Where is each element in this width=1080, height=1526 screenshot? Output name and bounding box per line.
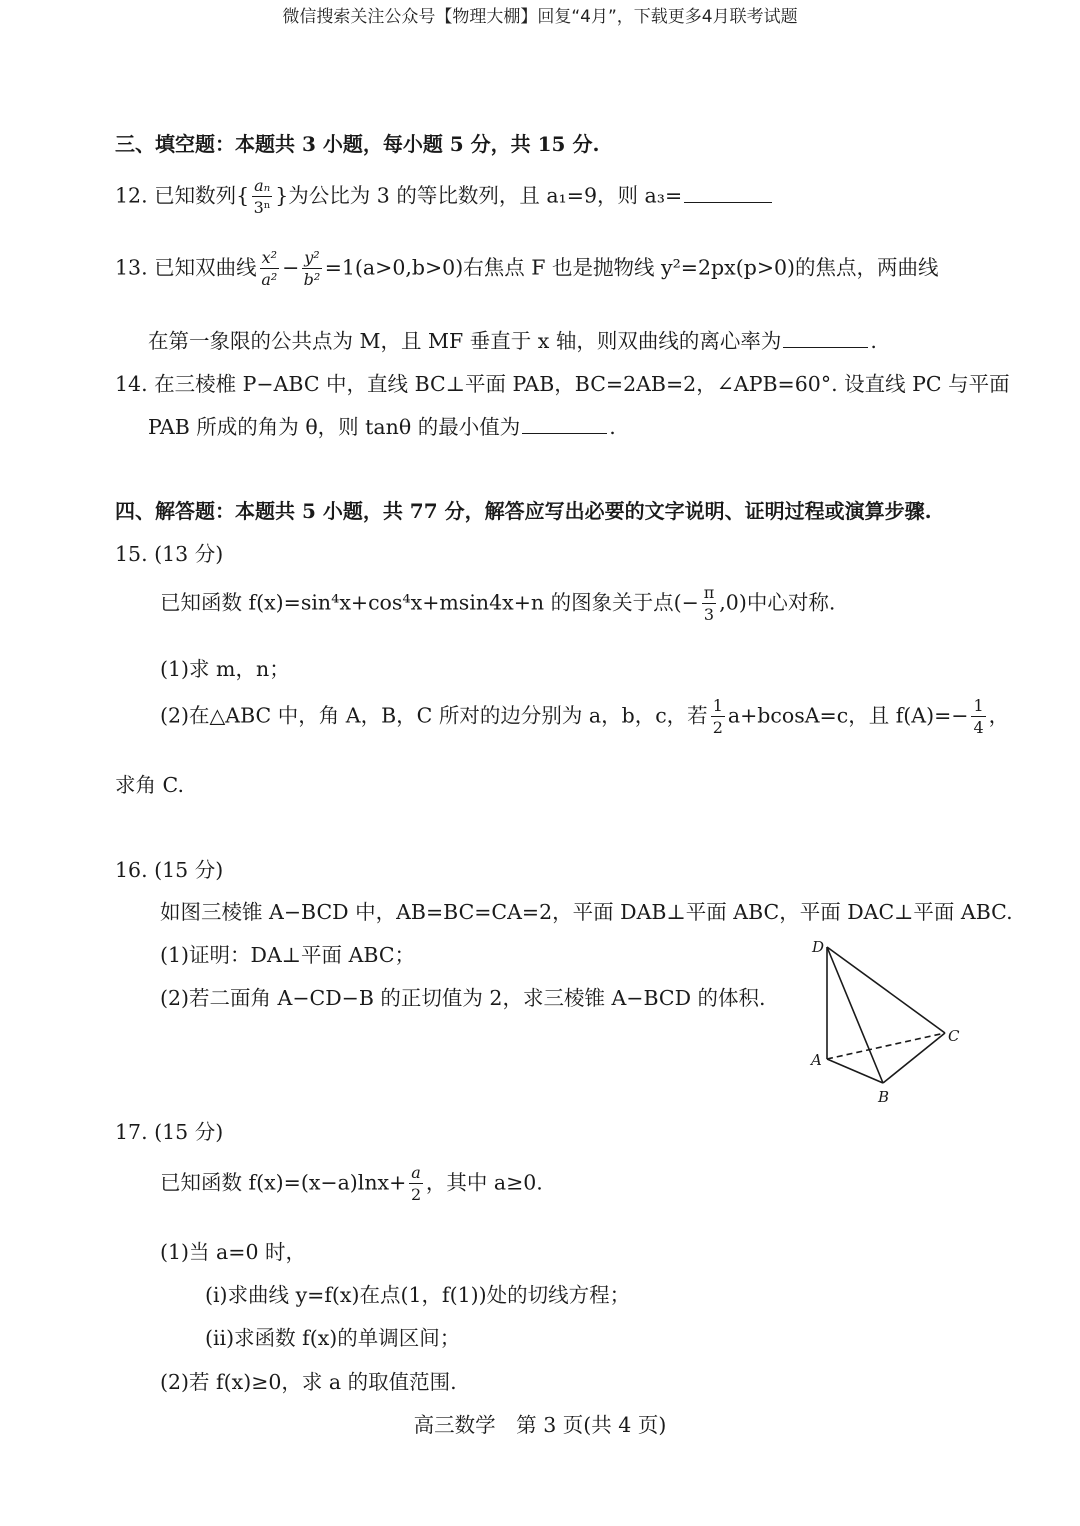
q13-fraction-y: [302, 250, 321, 288]
q12-text-before: 12. 已知数列{: [115, 183, 250, 208]
q13-fraction-x: [260, 250, 279, 288]
edge-AC-hidden: [827, 1033, 945, 1059]
q17-part1: (1)当 a=0 时，: [160, 1240, 307, 1264]
watermark-banner: 微信搜索关注公众号【物理大棚】回复“4月”，下载更多4月联考试题: [282, 7, 798, 27]
q17-part1-ii: (ⅱ)求函数 f(x)的单调区间；: [205, 1326, 461, 1350]
q13-answer-blank[interactable]: [783, 329, 868, 348]
q15-frac-den: 3: [703, 605, 715, 624]
q17-part1-i: (ⅰ)求曲线 y=f(x)在点(1，f(1))处的切线方程；: [205, 1283, 631, 1307]
q15-half-den: 2: [712, 718, 723, 737]
q17-stem-after: ，其中 a≥0.: [425, 1170, 543, 1195]
q12-frac-num: aₙ: [254, 176, 271, 195]
label-A: A: [811, 1051, 822, 1069]
label-C: C: [948, 1027, 960, 1045]
q14-line2-end: .: [609, 415, 616, 439]
question-12: [115, 178, 774, 216]
question-14: 14. 在三棱椎 P−ABC 中，直线 BC⊥平面 PAB，BC=2AB=2，∠APB=60°. 设直线 PC 与平面: [115, 372, 1010, 396]
q15-half-num: 1: [712, 696, 723, 715]
q15-p2-mid: a+bcosA=c，且 f(A)=−: [727, 703, 969, 728]
question-14-line2: [148, 410, 616, 440]
q15-title: 15. (13 分): [115, 542, 224, 566]
q13-text-before: 13. 已知双曲线: [115, 255, 257, 280]
q14-answer-blank[interactable]: [522, 415, 607, 434]
q13-line2-text: 在第一象限的公共点为 M，且 MF 垂直于 x 轴，则双曲线的离心率为: [148, 329, 782, 353]
q16-title: 16. (15 分): [115, 858, 224, 882]
q12-answer-blank[interactable]: [684, 184, 772, 203]
page-footer: 高三数学 第 3 页(共 4 页): [413, 1413, 667, 1437]
q16-part1: (1)证明：DA⊥平面 ABC；: [160, 943, 416, 967]
q15-stem-before: 已知函数 f(x)=sin⁴x+cos⁴x+msin4x+n 的图象关于点(−: [160, 590, 699, 615]
q13-frac2-num: y²: [304, 248, 320, 267]
q13-line2-end: .: [870, 329, 877, 353]
q14-line2-text: PAB 所成的角为 θ，则 tanθ 的最小值为: [148, 415, 521, 439]
q15-frac-num: π: [703, 583, 715, 602]
q17-fraction: [409, 1165, 423, 1203]
q15-fraction-pi3: [702, 585, 717, 623]
q15-fraction-half: [711, 698, 725, 736]
q13-frac1-num: x²: [261, 248, 278, 267]
q17-part2: (2)若 f(x)≥0，求 a 的取值范围.: [160, 1370, 457, 1394]
q15-quarter-num: 1: [973, 696, 984, 715]
q15-p2-after: ，: [988, 703, 1010, 728]
section3-heading: 三、填空题：本题共 3 小题，每小题 5 分，共 15 分.: [115, 132, 600, 156]
q17-stem: [160, 1165, 543, 1203]
q15-quarter-den: 4: [973, 718, 984, 737]
q13-frac1-den: a²: [261, 270, 278, 289]
edge-BC: [883, 1033, 945, 1083]
q15-fraction-quarter: [971, 698, 985, 736]
q16-stem: 如图三棱锥 A−BCD 中，AB=BC=CA=2，平面 DAB⊥平面 ABC，平面 DAC⊥平面 ABC.: [160, 900, 1013, 924]
section4-heading: 四、解答题：本题共 5 小题，共 77 分，解答应写出必要的文字说明、证明过程或演算步骤.: [115, 499, 932, 523]
q15-part1: (1)求 m，n；: [160, 657, 290, 681]
q12-frac-den: 3ⁿ: [253, 198, 271, 217]
label-B: B: [878, 1088, 890, 1106]
q12-fraction: [252, 178, 272, 216]
q17-title: 17. (15 分): [115, 1120, 224, 1144]
q15-p2-before: (2)在△ABC 中，角 A，B，C 所对的边分别为 a，b，c，若: [160, 703, 708, 728]
q13-minus: −: [282, 255, 300, 280]
q17-frac-den: 2: [410, 1185, 422, 1204]
question-13-line2: [148, 324, 877, 354]
q12-text-after: }为公比为 3 的等比数列，且 a₁=9，则 a₃=: [275, 183, 683, 208]
label-D: D: [812, 938, 825, 956]
q15-part2: [160, 698, 1009, 736]
q15-part2-line2: 求角 C.: [115, 773, 184, 797]
question-13: [115, 250, 939, 288]
q13-text-after: =1(a>0,b>0)右焦点 F 也是抛物线 y²=2px(p>0)的焦点，两曲线: [324, 255, 939, 280]
q15-stem: [160, 585, 835, 623]
tetrahedron-figure: [808, 935, 963, 1110]
q16-part2: (2)若二面角 A−CD−B 的正切值为 2，求三棱锥 A−BCD 的体积.: [160, 986, 766, 1010]
q17-stem-before: 已知函数 f(x)=(x−a)lnx+: [160, 1170, 407, 1195]
q15-stem-after: ,0)中心对称.: [719, 590, 836, 615]
q13-frac2-den: b²: [303, 270, 321, 289]
q17-frac-num: a: [411, 1163, 421, 1182]
